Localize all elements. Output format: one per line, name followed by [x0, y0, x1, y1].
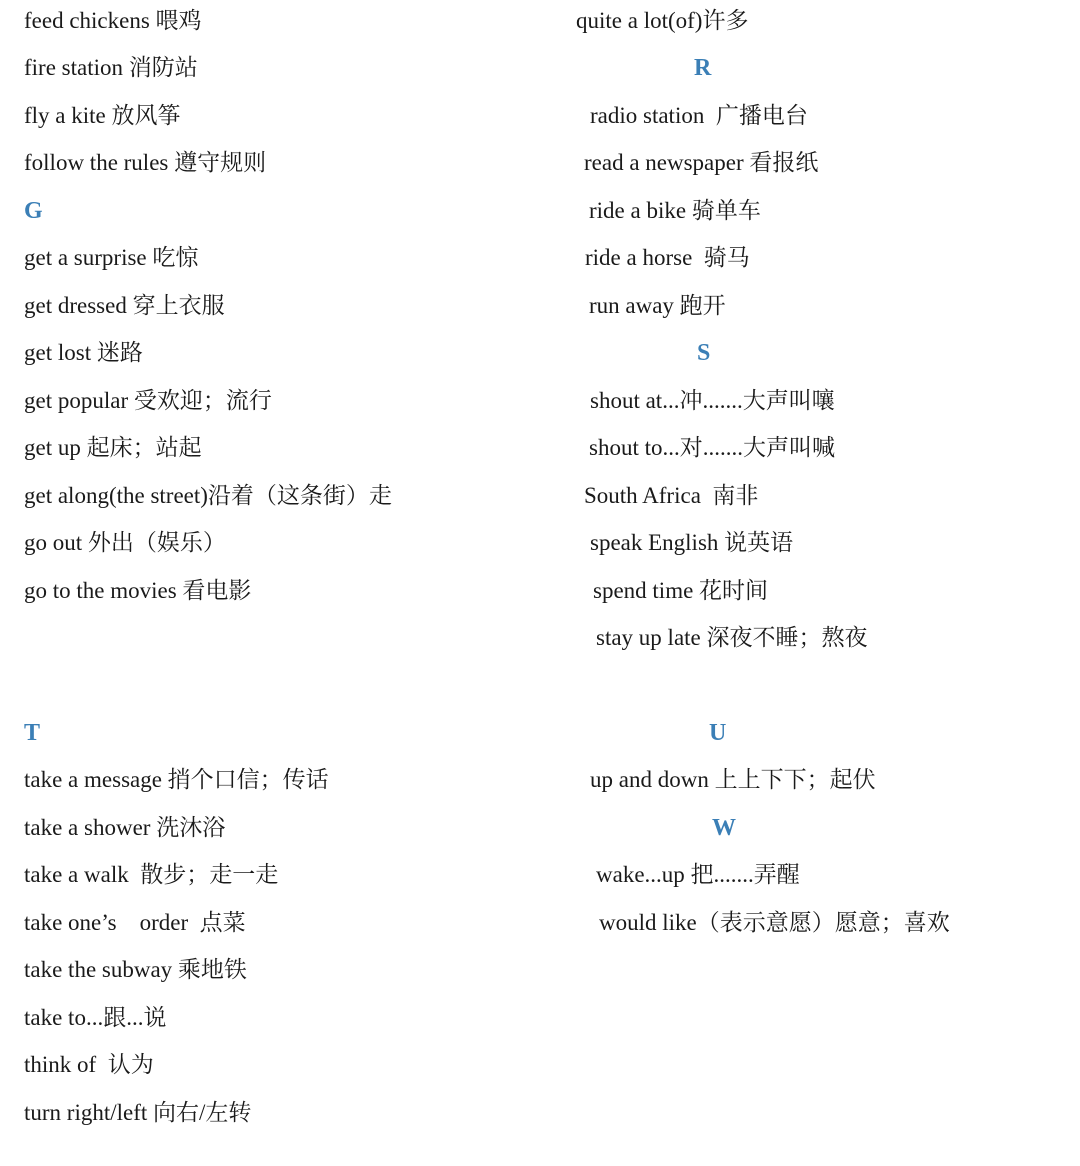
entry-spend-time: spend time 花时间	[593, 578, 769, 603]
entry-run-away: run away 跑开	[589, 293, 726, 318]
entry-up-and-down: up and down 上上下下；起伏	[590, 767, 876, 792]
letter-heading-r: R	[694, 55, 712, 81]
entry-would-like: would like（表示意愿）愿意；喜欢	[599, 910, 950, 935]
entry-go-to-the-movies: go to the movies 看电影	[24, 578, 252, 603]
entry-take-a-shower: take a shower 洗沐浴	[24, 815, 226, 840]
entry-take-to: take to...跟...说	[24, 1005, 167, 1030]
entry-read-a-newspaper: read a newspaper 看报纸	[584, 150, 819, 175]
letter-heading-w: W	[712, 815, 736, 841]
entry-shout-at: shout at...冲.......大声叫嚷	[590, 388, 835, 413]
entry-get-up: get up 起床；站起	[24, 435, 202, 460]
entry-follow-the-rules: follow the rules 遵守规则	[24, 150, 267, 175]
entry-quite-a-lot: quite a lot(of)许多	[576, 8, 749, 33]
entry-get-a-surprise: get a surprise 吃惊	[24, 245, 199, 270]
entry-radio-station: radio station 广播电台	[590, 103, 808, 128]
entry-get-lost: get lost 迷路	[24, 340, 143, 365]
entry-fly-a-kite: fly a kite 放风筝	[24, 103, 181, 128]
entry-feed-chickens: feed chickens 喂鸡	[24, 8, 202, 33]
entry-get-along: get along(the street)沿着（这条街）走	[24, 483, 392, 508]
entry-wake-up: wake...up 把.......弄醒	[596, 862, 800, 887]
entry-ride-a-horse: ride a horse 骑马	[585, 245, 750, 270]
entry-speak-english: speak English 说英语	[590, 530, 794, 555]
entry-stay-up-late: stay up late 深夜不睡；熬夜	[596, 625, 868, 650]
letter-heading-g: G	[24, 198, 43, 224]
letter-heading-t: T	[24, 720, 41, 746]
entry-turn-right-left: turn right/left 向右/左转	[24, 1100, 252, 1125]
entry-south-africa: South Africa 南非	[584, 483, 759, 508]
entry-go-out: go out 外出（娱乐）	[24, 530, 226, 555]
entry-take-the-subway: take the subway 乘地铁	[24, 957, 247, 982]
entry-take-a-message: take a message 捎个口信；传话	[24, 767, 329, 792]
letter-heading-u: U	[709, 720, 727, 746]
entry-take-a-walk: take a walk 散步；走一走	[24, 862, 279, 887]
entry-shout-to: shout to...对.......大声叫喊	[589, 435, 835, 460]
entry-get-popular: get popular 受欢迎；流行	[24, 388, 272, 413]
letter-heading-s: S	[697, 340, 711, 366]
entry-fire-station: fire station 消防站	[24, 55, 198, 80]
entry-think-of: think of 认为	[24, 1052, 154, 1077]
entry-get-dressed: get dressed 穿上衣服	[24, 293, 225, 318]
entry-ride-a-bike: ride a bike 骑单车	[589, 198, 761, 223]
entry-take-ones-order: take one’s order 点菜	[24, 910, 246, 935]
